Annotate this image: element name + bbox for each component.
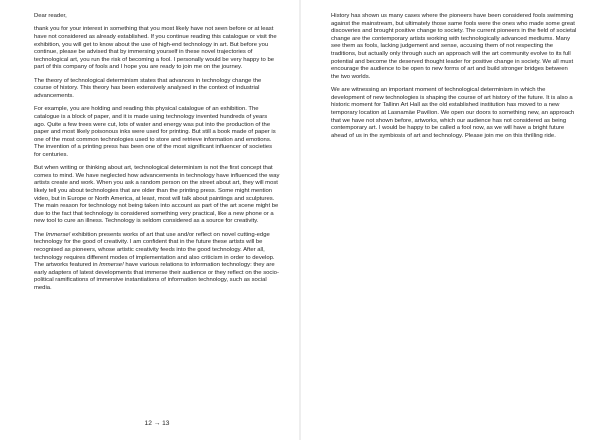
text-run: exhibition presents works of art that use and/or reflect on novel cutting-edge technology for the good of creativity. I am confident that in the future these artists will be recognised as pioneers, whose artistic creativity feeds into the good technology. After all, technology requires different modes of implementation and also criticism in order to develop. The artworks featured in: [34, 231, 275, 269]
text-run: The: [34, 231, 46, 238]
exhibition-title: Immerse!: [99, 262, 124, 269]
text-run: have various relations to information technology: they are early adapters of latest developments that immerse their audience or they reflect on the socio-political ramifications of immersive instantiations of information technology, such as social media.: [34, 262, 279, 291]
paragraph: We are witnessing an important moment of technological determinism in which the development of new technologies is shaping the course of art history of the future. It is also a historic moment for Tallinn Art Hall as the old established institution has moved to a new temporary location at Lasnamäe Pavilion. We open our doors to something new, an approach that we have not shown before, artworks, which our audience has not considered as being contemporary art. I would be happy to be called a fool now, as we will have a bright future ahead of us in the symbiosis of art and technology. Please join me on this thrilling ride.: [331, 87, 575, 139]
page-number: 12 → 13: [144, 420, 170, 427]
paragraph: The theory of technological determinism states that advances in technology change the course of history. This theory has been extensively analysed in the context of industrial advancements.: [34, 77, 262, 99]
book-gutter: [299, 0, 301, 440]
right-page-text: [331, 13, 577, 146]
left-page-text: [34, 13, 280, 298]
salutation: Dear reader,: [34, 13, 67, 19]
paragraph: thank you for your interest in something that you most likely have not seen before or at least have not considered as already established. If you continue reading this catalogue or visit the exhibition, you will get to know about the use of high-end technology in art. But before you continue, please be advised that by immersing yourself in these novel trajectories of technological art, you run the risk of becoming a fool. I personally would be very happy to be part of this company of fools and I hope you are ready to join me on the journey.: [34, 26, 277, 71]
exhibition-title: Immerse!: [45, 231, 71, 238]
paragraph: History has shown us many cases where the pioneers have been considered fools swimming against the mainstream, but ultimately those same fools were the ones who made some great discoveries and brought positive change to society. The current pioneers in the field of societal change are the contemporary artists working with technologically advanced mediums. Many see them as fools, lacking judgement and sense, accusing them of not respecting the traditions, but actually only through such an approach will the art community evolve to its full potential and become the deserved thought leader for positive change in society. We all must encourage the audience to be open to new forms of art and build stronger bridges between the two worlds.: [331, 13, 577, 80]
paragraph: For example, you are holding and reading this physical catalogue of an exhibition. The catalogue is a block of paper, and it is made using technology invented hundreds of years ago. Quite a few trees were cut, lots of water and energy was put into the production of the paper and most likely poisonous inks were used for printing. But still a book made of paper is one of the most common technologies used to store and retrieve information and emotions. The invention of a printing press has been one of the most significant influencer of societies for centuries.: [34, 106, 276, 158]
paragraph: But when writing or thinking about art, technological determinism is not the first concept that comes to mind. We have neglected how advancements in technology have influenced the way artists create and work. When you ask a random person on the street about art, they will most likely tell you about technologies that are older than the printing press. Some might mention video, but in Europe or North America, at least, most will talk about paintings and sculptures. The main reason for technology not being taken into account as part of the art scene might be due to the fact that technology is considered something very practical, like a new phone or a new tool to cure an illness. Technology is seldom considered as a source for creativity.: [34, 165, 280, 225]
paragraph: [34, 232, 280, 293]
